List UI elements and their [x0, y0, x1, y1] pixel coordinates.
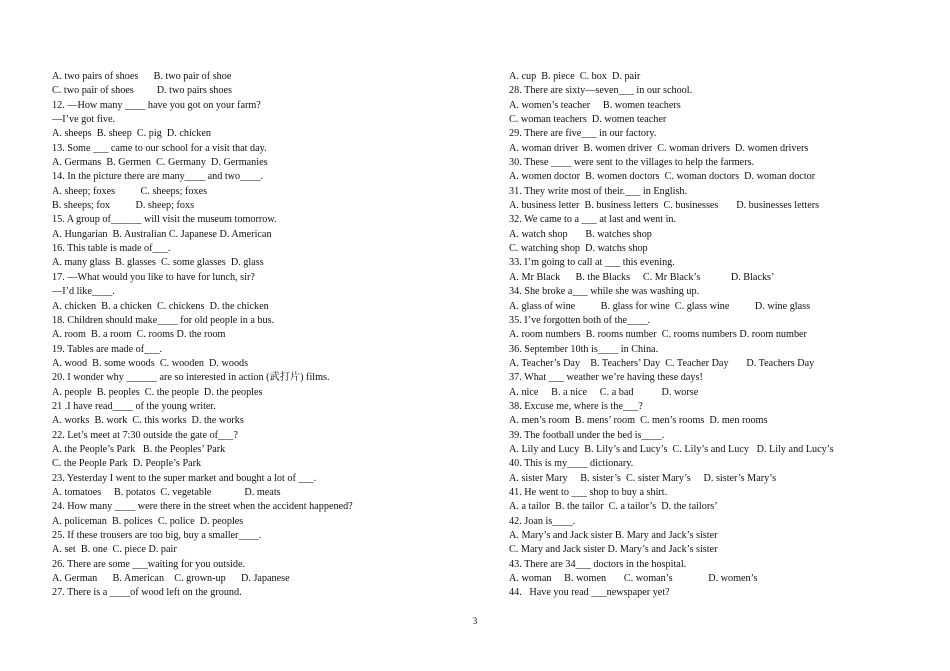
text-line: 42. Joan is____. [509, 515, 576, 527]
text-line: A. woman driver B. women driver C. woman drivers D. women drivers [509, 142, 809, 154]
text-line: A. sheep; foxes C. sheeps; foxes [52, 185, 208, 197]
text-line: A. room B. a room C. rooms D. the room [52, 329, 226, 341]
text-line: 15. A group of______ will visit the museum tomorrow. [52, 214, 277, 226]
text-line: 38. Excuse me, where is the___? [509, 400, 643, 412]
text-line: 14. In the picture there are many____ and two____. [52, 171, 264, 183]
text-line: 36. September 10th is____ in China. [509, 343, 659, 355]
text-line: A. set B. one C. piece D. pair [52, 544, 177, 556]
text-line: C. two pair of shoes D. two pairs shoes [52, 85, 232, 97]
text-line: A. German B. American C. grown-up D. Japanese [52, 573, 290, 585]
text-line: 25. If these trousers are too big, buy a smaller____. [52, 530, 262, 541]
text-line: 43. There are 34___ doctors in the hospital. [509, 558, 687, 570]
text-line: 20. I wonder why ______ are so interested in action (武打片) films. [52, 372, 330, 384]
text-line: 23. Yesterday I went to the super market and bought a lot of ___. [52, 472, 317, 484]
text-line: —I’ve got five. [52, 114, 116, 126]
text-line: A. Teacher’s Day B. Teachers’ Day C. Teacher Day D. Teachers Day [509, 357, 815, 369]
text-line: 16. This table is made of___. [52, 243, 171, 255]
text-line: A. sister Mary B. sister’s C. sister Mary’s D. sister’s Mary’s [509, 472, 777, 484]
text-line: 32. We came to a ___ at last and went in. [509, 214, 677, 226]
text-line: A. watch shop B. watches shop [509, 228, 652, 240]
text-line: 30. These ____ were sent to the villages to help the farmers. [509, 157, 755, 169]
text-line: B. sheeps; fox D. sheep; foxs [52, 200, 195, 212]
text-line: A. works B. work C. this works D. the works [52, 415, 244, 427]
text-line: A. people B. peoples C. the people D. the peoples [52, 386, 263, 398]
text-line: 19. Tables are made of___. [52, 343, 162, 355]
text-line: 44. Have you read ___newspaper yet? [509, 587, 670, 599]
left-column [52, 70, 452, 601]
text-line: C. Mary and Jack sister D. Mary’s and Jack’s sister [509, 544, 718, 556]
text-line: A. nice B. a nice C. a bad D. worse [509, 386, 699, 398]
text-line: A. Mary’s and Jack sister B. Mary and Jack’s sister [509, 530, 718, 541]
text-line: A. Hungarian B. Australian C. Japanese D. American [52, 228, 272, 240]
text-line: A. woman B. women C. woman’s D. women’s [509, 573, 758, 585]
text-line: 26. There are some ___waiting for you outside. [52, 558, 246, 570]
text-line: C. the People Park D. People’s Park [52, 458, 202, 470]
text-line: 41. He went to ___ shop to buy a shirt. [509, 486, 668, 498]
text-line: C. woman teachers D. women teacher [509, 114, 667, 126]
text-line: 29. There are five___ in our factory. [509, 128, 657, 140]
text-line: —I’d like____. [52, 286, 115, 298]
text-line: 35. I’ve forgotten both of the____. [509, 314, 650, 326]
text-line: A. Lily and Lucy B. Lily’s and Lucy’s C. Lily’s and Lucy D. Lily and Lucy’s [509, 443, 834, 455]
text-line: A. a tailor B. the tailor C. a tailor’s D. the tailors’ [509, 501, 718, 513]
text-line: 22. Let’s meet at 7:30 outside the gate of___? [52, 429, 238, 441]
text-line: A. wood B. some woods C. wooden D. woods [52, 357, 249, 369]
text-line: 37. What ___ weather we’re having these days! [509, 372, 703, 384]
text-line: C. watching shop D. watchs shop [509, 243, 648, 255]
text-line: A. sheeps B. sheep C. pig D. chicken [52, 128, 212, 140]
text-line: 28. There are sixty—seven___ in our school. [509, 85, 693, 97]
text-line: A. Mr Black B. the Blacks C. Mr Black’s D. Blacks’ [509, 271, 775, 283]
text-line: A. women doctor B. women doctors C. woman doctors D. woman doctor [509, 171, 816, 183]
text-line: A. two pairs of shoes B. two pair of shoe [52, 71, 232, 82]
text-line: A. many glass B. glasses C. some glasses D. glass [52, 257, 264, 269]
text-line: A. Germans B. Germen C. Germany D. Germanies [52, 157, 268, 169]
text-line: A. policeman B. polices C. police D. peoples [52, 515, 244, 527]
right-column [509, 70, 929, 601]
page-number: 3 [472, 616, 478, 626]
text-line: A. glass of wine B. glass for wine C. glass wine D. wine glass [509, 300, 811, 312]
text-line: 31. They write most of their.___ in English. [509, 185, 688, 197]
text-line: 39. The football under the bed is____. [509, 429, 665, 441]
text-line: 40. This is my____ dictionary. [509, 458, 634, 470]
text-line: A. women’s teacher B. women teachers [509, 99, 681, 111]
text-line: 17. —What would you like to have for lunch, sir? [52, 271, 255, 283]
text-line: 27. There is a ____of wood left on the ground. [52, 587, 242, 599]
text-line: 18. Children should make____ for old people in a bus. [52, 314, 275, 326]
text-line: 13. Some ___ came to our school for a visit that day. [52, 142, 267, 154]
text-line: A. cup B. piece C. box D. pair [509, 71, 641, 82]
text-line: A. chicken B. a chicken C. chickens D. the chicken [52, 300, 269, 312]
text-line: 21 .I have read____ of the young writer. [52, 400, 216, 412]
text-line: 24. How many ____ were there in the street when the accident happened? [52, 501, 353, 513]
text-line: A. business letter B. business letters C. businesses D. businesses letters [509, 200, 820, 212]
text-line: A. tomatoes B. potatos C. vegetable D. meats [52, 486, 281, 498]
text-line: 12. —How many ____ have you got on your farm? [52, 99, 261, 111]
text-line: A. the People’s Park B. the Peoples’ Park [52, 443, 226, 455]
text-line: 33. I’m going to call at ___ this evening. [509, 257, 675, 269]
text-line: 34. She broke a___ while she was washing up. [509, 286, 700, 298]
text-line: A. men’s room B. mens’ room C. men’s rooms D. men rooms [509, 415, 768, 427]
text-line: A. room numbers B. rooms number C. rooms numbers D. room number [509, 329, 807, 341]
